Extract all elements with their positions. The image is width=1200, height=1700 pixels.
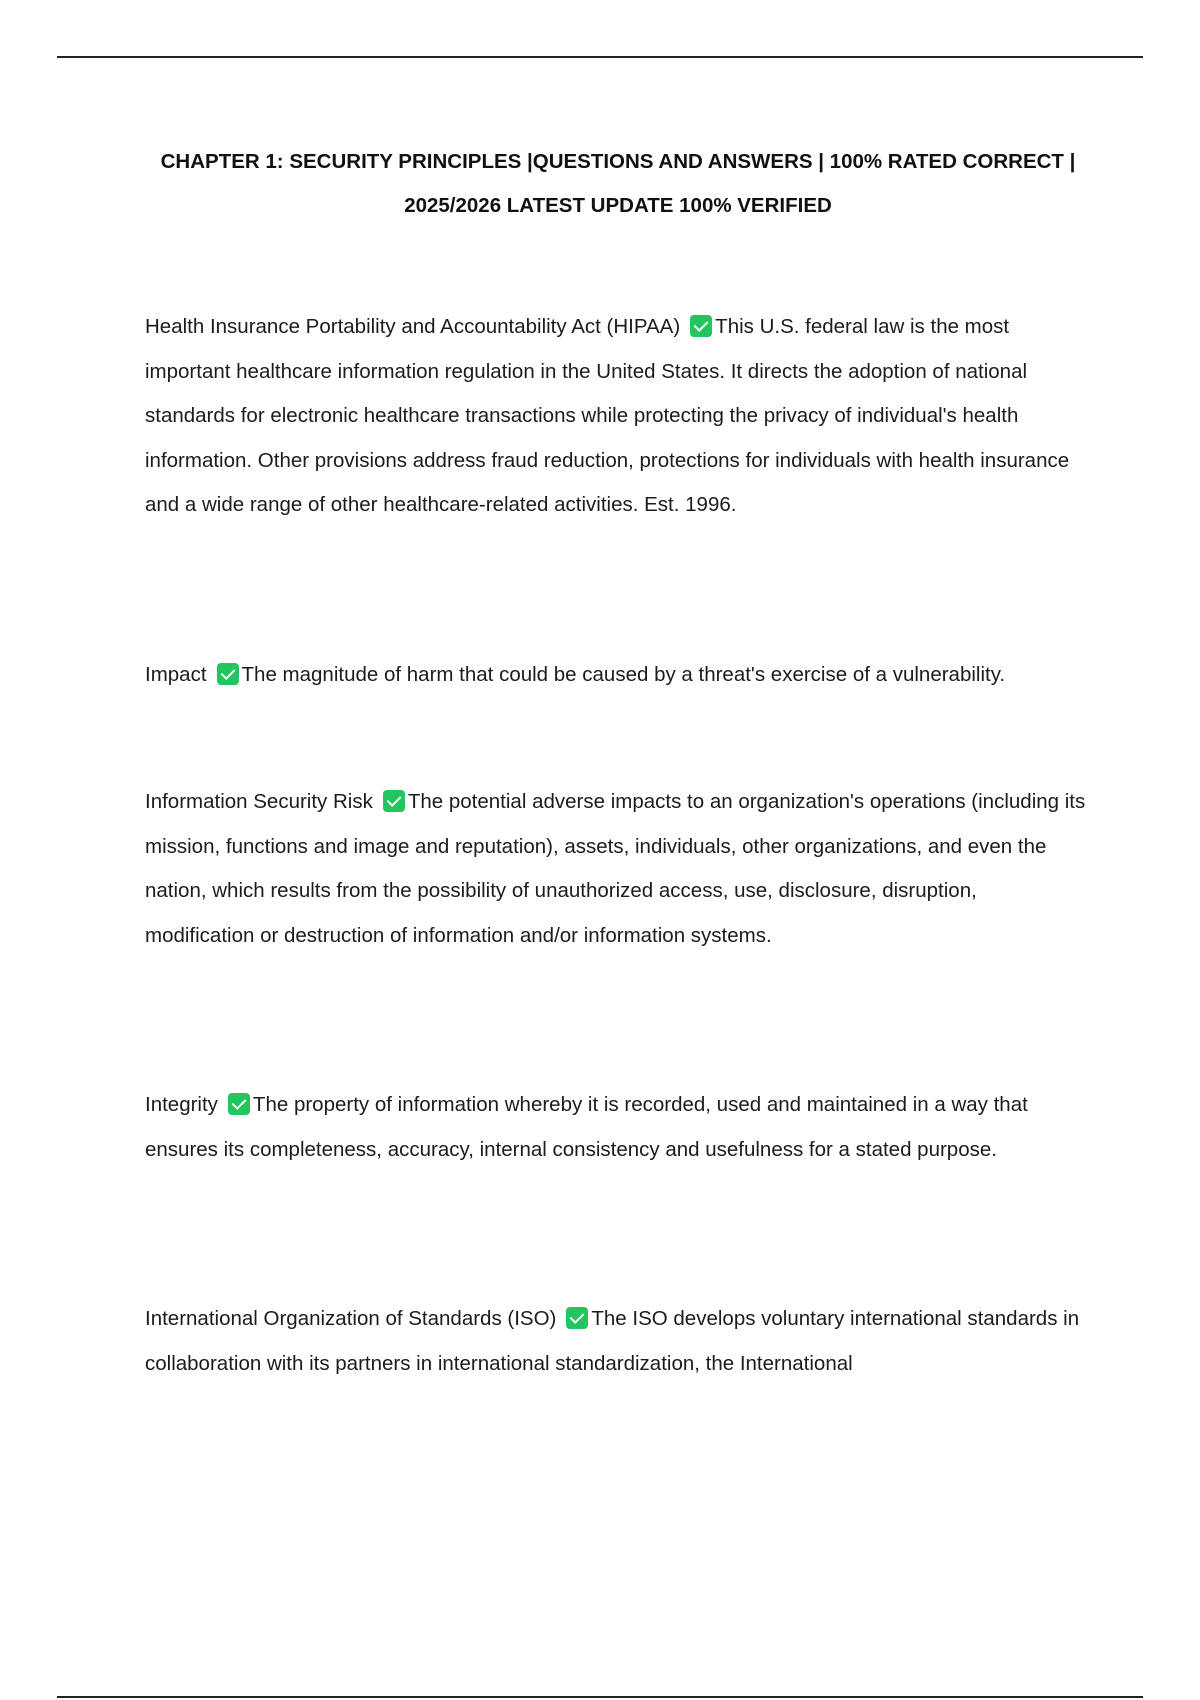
entry-term: Health Insurance Portability and Accountability Act (HIPAA) xyxy=(145,315,681,338)
entry-term: Integrity xyxy=(145,1093,218,1116)
title-line-1: CHAPTER 1: SECURITY PRINCIPLES |QUESTIONS AND ANSWERS | 100% RATED CORRECT | xyxy=(160,150,1076,173)
top-rule xyxy=(57,56,1143,58)
entry-term: Impact xyxy=(145,663,207,686)
checkmark-icon xyxy=(228,1093,250,1115)
entry-definition: This U.S. federal law is the most important healthcare information regulation in the United States. It directs the adoption of national standards for electronic healthcare transactions while protecting the privacy of individual's health information. Other provisions address fraud reduction, protections for individuals with health insurance and a wide range of other healthcare-related activities. Est. 1996. xyxy=(145,315,1070,516)
entry-term: Information Security Risk xyxy=(145,790,373,813)
entry-hipaa xyxy=(145,305,1091,528)
entry-information-security-risk xyxy=(145,780,1091,958)
checkmark-icon xyxy=(383,790,405,812)
entry-integrity xyxy=(145,1083,1091,1172)
entry-iso xyxy=(145,1297,1091,1386)
entry-definition: The ISO develops voluntary international standards in collaboration with its partners in international standardization, the International xyxy=(145,1307,1080,1375)
page-title xyxy=(145,140,1091,228)
entry-definition: The potential adverse impacts to an organization's operations (including its mission, functions and image and reputation), assets, individuals, other organizations, and even the nation, which results from the possibility of unauthorized access, use, disclosure, disruption, modification or destruction of information and/or information systems. xyxy=(145,790,1086,947)
checkmark-icon xyxy=(566,1307,588,1329)
checkmark-icon xyxy=(690,315,712,337)
entry-definition: The property of information whereby it is recorded, used and maintained in a way that ensures its completeness, accuracy, internal consistency and usefulness for a stated purpose. xyxy=(145,1093,1028,1161)
title-line-2: 2025/2026 LATEST UPDATE 100% VERIFIED xyxy=(404,194,832,217)
bottom-rule xyxy=(57,1696,1143,1698)
entry-impact xyxy=(145,653,1091,698)
checkmark-icon xyxy=(217,663,239,685)
entry-definition: The magnitude of harm that could be caused by a threat's exercise of a vulnerability. xyxy=(241,663,1006,686)
entry-term: International Organization of Standards (ISO) xyxy=(145,1307,557,1330)
